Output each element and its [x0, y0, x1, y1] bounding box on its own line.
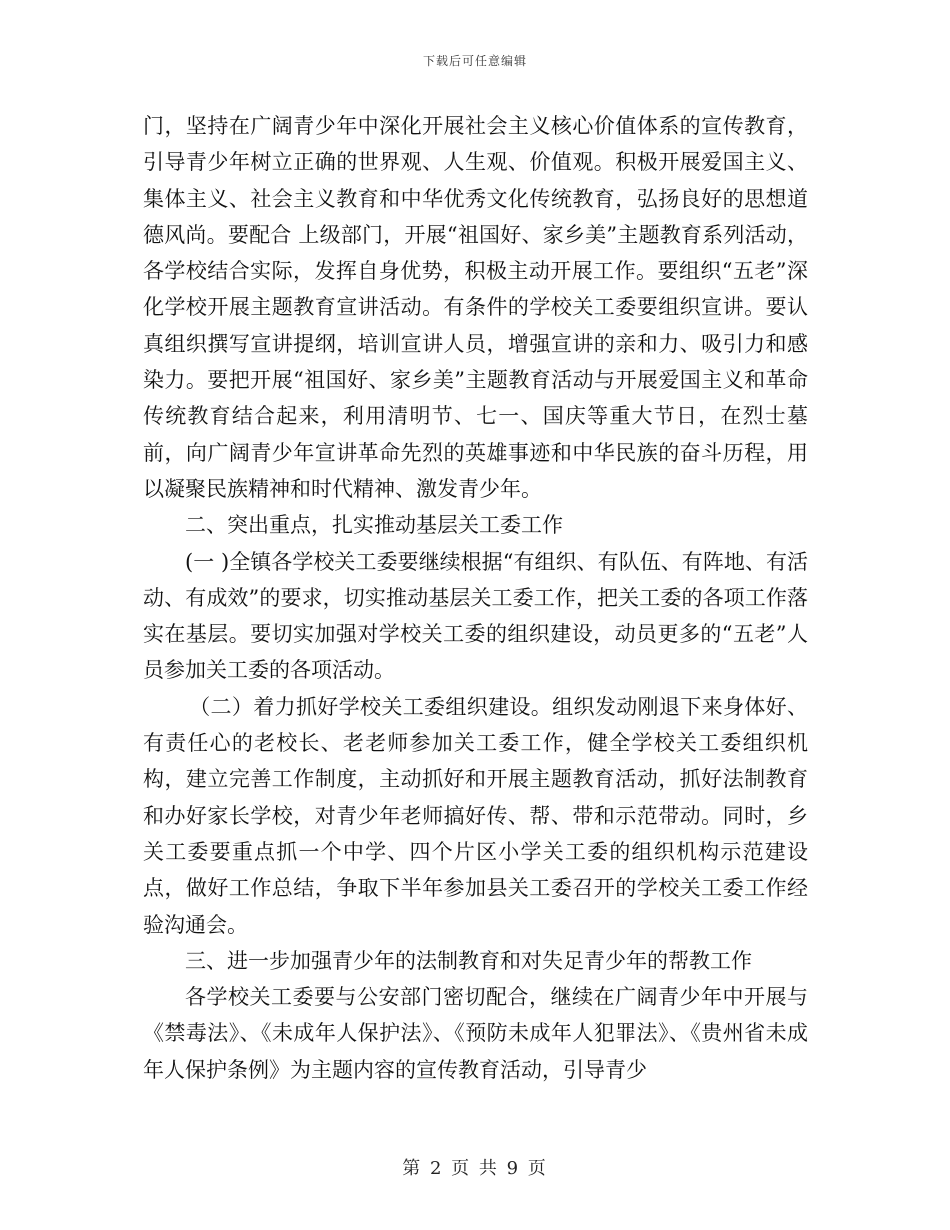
paragraph-1: 门，坚持在广阔青少年中深化开展社会主义核心价值体系的宣传教育，引导青少年树立正确的世界观、人生观、价值观。积极开展爱国主义、集体主义、社会主义教育和中华优秀文化传统教育，弘扬良好的思想道德风尚。要配合 上级部门，开展“祖国好、家乡美”主题教育系列活动，各学校结合实际，发挥自身优势，积极主动开展工作。要组织“五老”深化学校开展主题教育宣讲活动。有条件的学校关工委要组织宣讲。要认真组织撰写宣讲提纲，培训宣讲人员，增强宣讲的亲和力、吸引力和感染力。要把开展“祖国好、家乡美”主题教育活动与开展爱国主义和革命传统教育结合起来，利用清明节、七一、国庆等重大节日，在烈士墓前，向广阔青少年宣讲革命先烈的英雄事迹和中华民族的奋斗历程，用以凝聚民族精神和时代精神、激发青少年。	[143, 114, 808, 501]
page-header: 下载后可任意编辑	[422, 54, 527, 68]
paragraph-6: 各学校关工委要与公安部门密切配合，继续在广阔青少年中开展与《禁毒法》、《未成年人保护法》、《预防未成年人犯罪法》、《贵州省未成年人保护条例》为主题内容的宣传教育活动，引导青少	[143, 985, 808, 1082]
page-footer: 第 2 页 共 9 页	[402, 1158, 548, 1179]
paragraph-3: (一 )全镇各学校关工委要继续根据“有组织、有队伍、有阵地、有活动、有成效”的要求，切实推动基层关工委工作，把关工委的各项工作落实在基层。要切实加强对学校关工委的组织建设，动员更多的“五老”人员参加关工委的各项活动。	[143, 549, 808, 683]
paragraph-4: （二）着力抓好学校关工委组织建设。组织发动刚退下来身体好、有责任心的老校长、老老师参加关工委工作，健全学校关工委组织机构，建立完善工作制度，主动抓好和开展主题教育活动，抓好法制教育和办好家长学校，对青少年老师搞好传、帮、带和示范带动。同时，乡关工委要重点抓一个中学、四个片区小学关工委的组织机构示范建设点，做好工作总结，争取下半年参加县关工委召开的学校关工委工作经验沟通会。	[143, 694, 808, 937]
document-body	[143, 108, 808, 1088]
section-heading-2: 二、突出重点，扎实推动基层关工委工作	[185, 513, 563, 538]
section-heading-3: 三、进一步加强青少年的法制教育和对失足青少年的帮教工作	[185, 948, 752, 973]
